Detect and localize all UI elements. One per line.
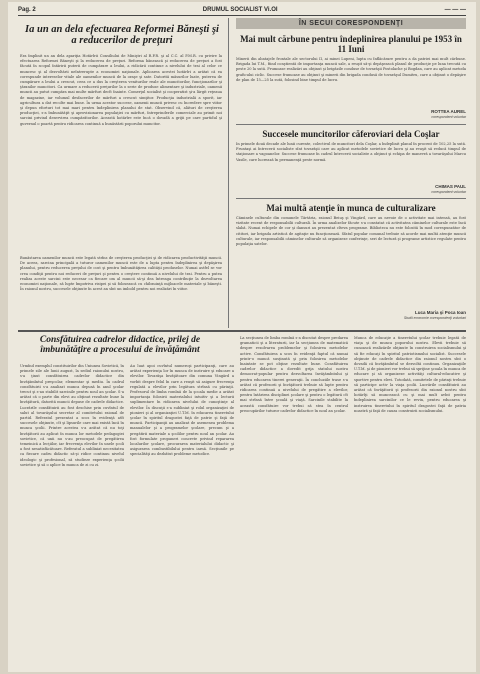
section-banner: ÎN SECUI CORESPONDENŢI	[236, 18, 466, 29]
bottom-col1: Urmînd exemplul constituirilor din Uniunea Sovietică, în primele zile ale lunii august, la sediul raionului nostru, s-a ţinut consfătuirea cadrelor didactice din învăţămîntul preşcolar, elementar şi mediu. În cadrul consfătuirii s-a analizat munca depusă în anul şcolar trecut şi s-au stabilit sarcinile pentru noul an şcolar. S-a arătat că o parte din elevi au obţinut rezultate bune la învăţătură, datorită muncii depuse de cadrele didactice. Lucrările consfătuirii au fost deschise prin cuvîntul de salut al tovarăşului secretar al comitetului raional de partid. Referatul prezentat a scos în evidenţă atît succesele obţinute, cît şi lipsurile care mai există încă în munca şcolii. Printre acestea s-a arătat că nu toţi învăţătorii au aplicat în munca lor metodele pedagogiei sovietice, că unii nu s-au preocupat de pregătirea temeinică a lecţiilor, iar frecvenţa elevilor în unele şcoli a fost nesatisfăcătoare. Referatul a subliniat necesitatea ca fiecare cadru didactic să-şi ridice continuu nivelul ideologic şi profesional, să studieze experienţa şcolii sovietice şi să o aplice în munca de zi cu zi.	[20, 364, 124, 467]
page-header	[18, 5, 466, 14]
article2-signature: CHIMAS PAUL	[435, 184, 466, 189]
bottom-col3: La secţiunea de limba romînă s-a discutat despre predarea gramaticii şi a literaturii, iar la secţiunea de matematică despre rezolvarea problemelor şi folosirea metodelor active. Consfătuirea a scos în evidenţă faptul că numai printr-o muncă susţinută şi prin folosirea metodelor înaintate se pot obţine rezultate bune. Consfătuirea cadrelor didactice a dovedit grija statului nostru democrat-popular pentru dezvoltarea învăţămîntului şi pentru educarea tinerei generaţii. În concluziile trase s-a arătat că profesorii şi învăţătorii trebuie să lupte pentru ridicarea continuă a nivelului de pregătire a elevilor, pentru întărirea disciplinei şcolare şi pentru o legătură cît mai strînsă între şcoală şi viaţă. Sarcinile stabilite la această consfătuire vor trebui să stea în centrul preocupărilor tuturor cadrelor didactice în noul an şcolar.	[240, 336, 348, 413]
bottom-col4: Munca de educaţie a tineretului şcolar trebuie legată de viaţa şi de munca poporului nostru. Elevii trebuie să cunoască realizările obţinute în construirea socialismului şi să fie educaţi în spiritul patriotismului socialist. Succesele obţinute de cadrele didactice din raionul nostru sînt o dovadă că învăţămîntul se dezvoltă continuu. Organizaţiile U.T.M. şi de pionieri vor trebui să sprijine şcoala în munca de educare şi să organizeze activităţi cultural-educative şi sportive pentru elevi. Totodată, comitetele de părinţi trebuie să participe activ la viaţa şcolii. Lucrările consfătuirii au arătat că învăţătorii şi profesorii din raionul nostru sînt hotărîţi să muncească cu şi mai mult avînt pentru îndeplinirea sarcinilor ce le revin, pentru educarea şi instruirea tineretului în spiritul dragostei faţă de patria noastră şi faţă de cauza construirii socialismului.	[354, 336, 466, 413]
article1-signature: ROTTEA AUREL	[431, 109, 466, 114]
article3-body: Căminele culturale din comunele Tărtăria, raionul Beiuş şi Vingărd, care au nevoie de o activitate mai intensă, au fost vizitate recent de responsabilii culturali. În urma analizelor făcute s-a constatat că activitatea căminelor culturale este încă slabă. Numai echipele de cor şi dansuri au prezentat cîteva programe. Biblioteca nu este folosită în mod corespunzător de cititori, iar brigada artistică de agitaţie nu funcţionează. Sfatul popular comunal trebuie să acorde mai multă atenţie muncii culturale, iar responsabilii căminelor culturale să organizeze conferinţe, seri de lectură şi programe artistice regulate pentru populaţia satelor.	[236, 216, 466, 247]
article2-role: corespondent voluntar	[431, 190, 466, 194]
header-rule	[18, 15, 466, 16]
article1-body: Minerii din abatajele frontale ale sectorului II, ai minei Lupeni, lupta cu înflăcărare pentru a da patriei mai mult cărbune. Brigada lui T.M., fiind conştientă de importanţa muncii sale, a reuşit să-şi depăşească planul de producţie pe luna trecută cu peste 20 la sută. Frumoase realizări au obţinut şi brigăzile conduse de tovarăşii Postolache şi Bogdan, care au aplicat metoda graficului ciclic. Succese frumoase au obţinut şi minerii din brigada condusă de tovarăşul Dumitru, care a obţinut o depăşire de plan de 15—25 la sută, folosind bine timpul de lucru.	[236, 57, 466, 82]
header-tail: — — —	[444, 6, 466, 13]
article1-title: Mai mult cărbune pentru îndeplinirea planului pe 1953 în 11 Iuni	[240, 34, 462, 54]
left-article-body-2: Bunăstarea oamenilor muncii este legată strîns de creşterea producţiei şi de ridicarea productivităţii muncii. De aceea, sarcina principală a tuturor oamenilor muncii este de a lupta pentru îndeplinirea şi depăşirea planului, pentru reducerea preţului de cost şi pentru îmbunătăţirea calităţii produselor. Numai astfel se vor crea condiţii pentru noi reduceri de preţuri şi pentru o creştere continuă a nivelului de trai. Pentru a putea realiza aceste sarcini este necesar ca fiecare om al muncii să-şi dea întreaga contribuţie la dezvoltarea economiei naţionale, să lupte împotriva risipei şi să folosească cu chibzuinţă mijloacele materiale şi băneşti. În raionul nostru, succesele obţinute în acest an sînt un imbold pentru noi realizări în viitor.	[20, 256, 222, 292]
bottom-article-title: Consfătuirea cadrelor didactice, prilej de îmbunătăţire a procesului de învăţământ	[39, 335, 201, 355]
column-divider	[228, 18, 229, 328]
newspaper-title: DRUMUL SOCIALIST Vi.OI	[202, 6, 278, 13]
bottom-section-rule	[18, 330, 466, 332]
article3-role: Studii economie corespondenţi voluntari	[403, 316, 466, 320]
article2-title: Succesele muncitorilor căferoviari dela Coşlar	[262, 129, 440, 139]
left-article-title: Ia un an dela efectuarea Reformei Băneşti şi a reducerilor de preţuri	[25, 24, 219, 46]
article3-signature: Luca Maria şi Poca Ioan	[414, 310, 466, 315]
article1-role: corespondent voluntar	[431, 115, 466, 119]
page-number: Pag. 2	[18, 6, 36, 13]
article-separator-2	[236, 198, 466, 199]
article3-title: Mai multă atenţie în munca de culturalizare	[266, 203, 436, 213]
article2-body: În primele două decade ale lunii curente, colectivul de muncitori dela Coşlar, a îndeplinit planul în procent de 102,25 la sută. Fruntaşi ai întrecerii socialiste sînt tovarăşii care au aplicat metodele sovietice de lucru şi au reuşit să reducă timpul de staţionare a vagoanelor. Succese frumoase în cadrul întrecerii socialiste a obţinut şi echipa de manevră a tovarăşului Marcu Vasile, care lucrează în permanenţă peste normă.	[236, 142, 466, 162]
article-separator-1	[236, 124, 466, 125]
left-article-body: Era împlinit un an dela apariţia Hotărîrii Consiliului de Miniştri al R.P.R. şi al C.C. al P.M.R. cu privire la efectuarea Reformei Băneşti şi la reducerea de preţuri. Reforma bănească şi reducerea de preţuri a fost făcută în scopul întăririi puterii de cumpărare a leului, a ridicării continue a nivelului de trai al celor ce muncesc şi al dezvoltării neîntrerupte a economiei naţionale. Aplicarea acestei hotărîri a arătat că ea corespunde intereselor vitale ale oamenilor muncii de la oraşe şi sate. Datorită măsurilor luate, puterea de cumpărare a leului a crescut, ceea ce a dus la creşterea veniturilor reale ale muncitorilor, funcţionarilor şi ţăranilor muncitori. Ca urmare a reducerii preţurilor la o serie de produse alimentare şi industriale, oamenii muncii au putut cumpăra mai multe mărfuri decît înainte. Comerţul socialist şi cooperatist şi-a lărgit reţeaua de magazine, iar volumul desfacerilor de mărfuri a crescut simţitor. Producţia industrială a sporit, iar agricultura a dat recolte mai bune. În urma acestor succese, oamenii muncii privesc cu încredere spre viitor şi depun eforturi tot mai mari pentru îndeplinirea planului de stat. Observind că, alături de creşterea producţiei, s-a îmbunătăţit şi aprovizionarea populaţiei cu mărfuri, întreprinderile comerciale au primit noi sarcini privind deservirea cumpărătorilor. Această hotărîre este încă o dovadă a grijii pe care partidul şi guvernul o poartă pentru ridicarea continuă a bunăstării poporului muncitor.	[20, 54, 222, 126]
newspaper-page	[8, 2, 476, 672]
bottom-col2: Au luat apoi cuvîntul numeroşi participanţi, care au arătat experienţa lor în munca de instruire şi educare a elevilor. Tovarăşa învăţătoare din comuna Vingărd a vorbit despre felul în care a reuşit să asigure frecvenţa regulată a elevilor prin legătura strînsă cu părinţii. Profesorul de limba romînă de la şcoala medie a arătat importanţa folosirii materialului intuitiv şi a lecturii suplimentare în ridicarea nivelului de cunoştinţe al elevilor. În discuţii s-a subliniat şi rolul organizaţiei de pionieri şi al organizaţiei U.T.M. în educarea tineretului şcolar în spiritul dragostei faţă de patrie şi faţă de muncă. Participanţii au analizat de asemenea problema manualelor şi a programelor şcolare, precum şi a pregătirii materiale a şcolilor pentru noul an şcolar. Au fost formulate propuneri concrete privind repararea localurilor şcolare, procurarea materialului didactic şi asigurarea combustibilului pentru iarnă. Secţiunile pe specialităţi au dezbătut probleme metodice.	[130, 364, 234, 457]
